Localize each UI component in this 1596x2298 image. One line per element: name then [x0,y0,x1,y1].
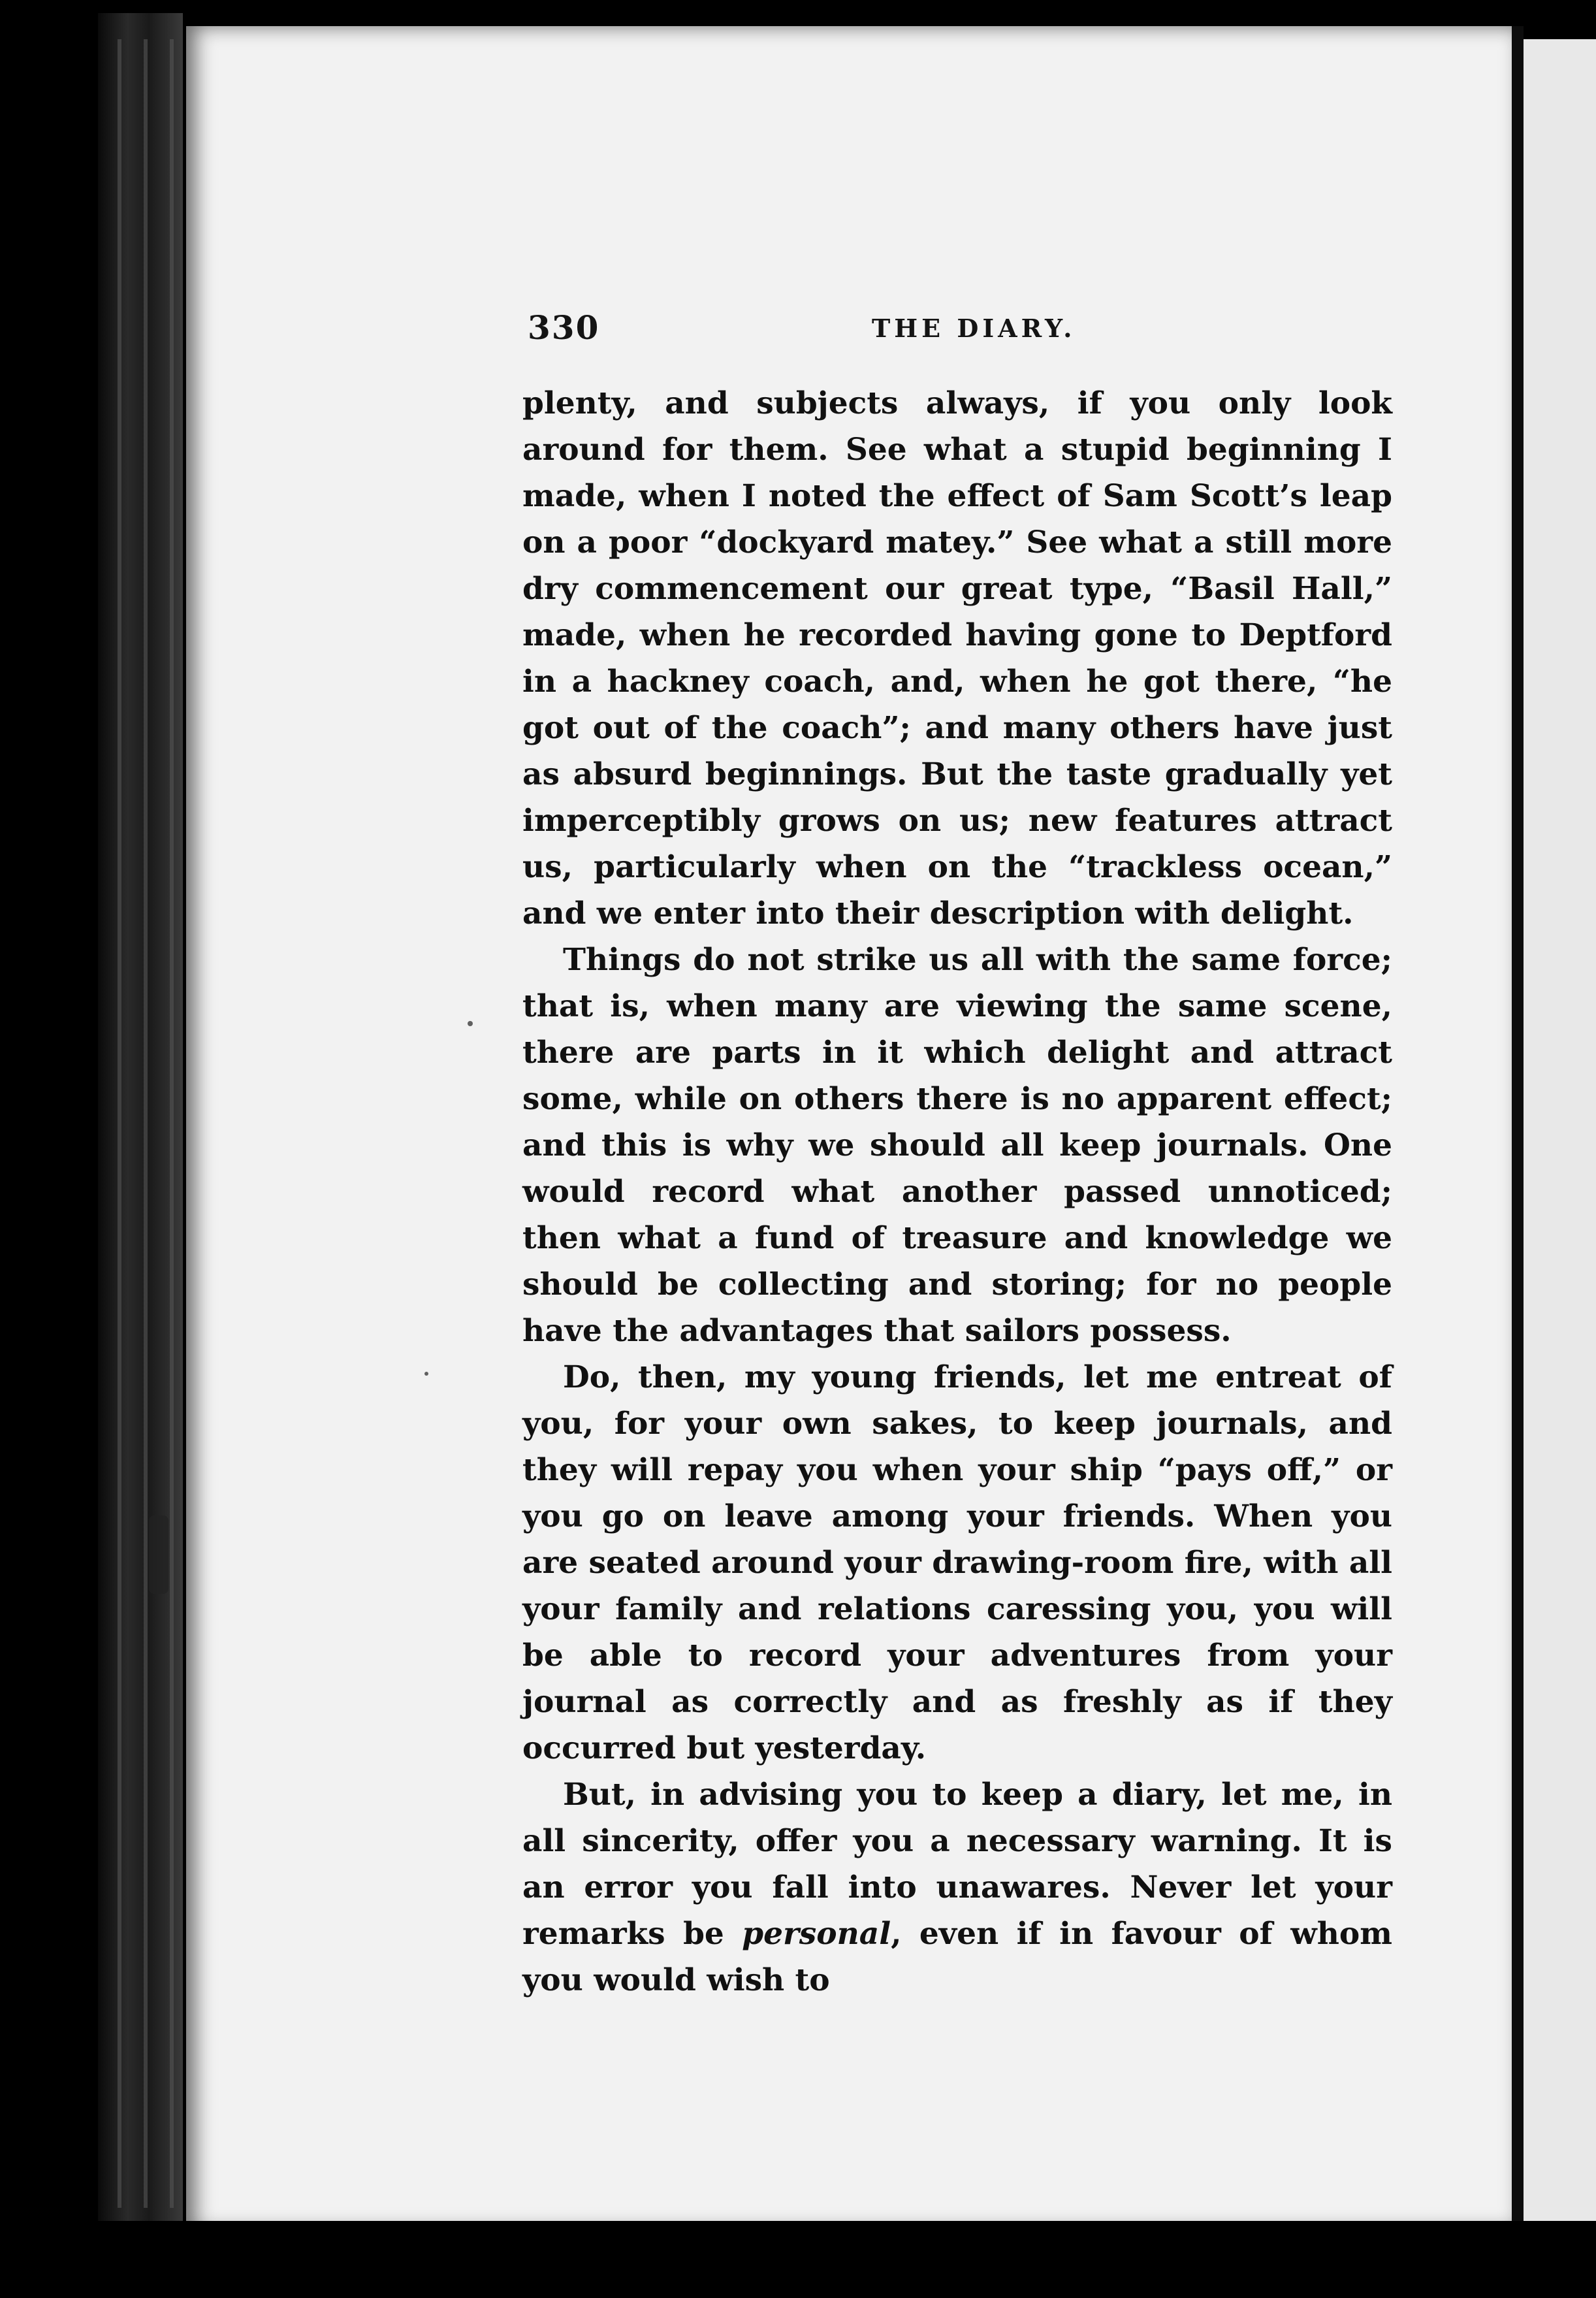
paragraph-4 [522,1772,1392,2003]
ink-speck [424,1372,428,1376]
facing-page-edge [1524,39,1596,2247]
paragraph-2: Things do not strike us all with the same force; that is, when many are viewing the same scene, there are parts in it which delight and attract some, while on others there is no apparent effect; and this is why we should all keep journals. One would record what another passed unnoticed; then what a fund of treasure and knowledge we should be collecting and storing; for no people have the advantages that sailors possess. [522,942,1392,1349]
page-gutter [1512,26,1524,2234]
binding-smudge [149,1515,168,1594]
book-binding-edge [98,13,183,2221]
body-text [522,380,1392,2003]
page-number: 330 [528,308,600,347]
binding-line [170,39,174,2208]
binding-line [118,39,121,2208]
running-title: THE DIARY. [872,314,1076,343]
paragraph-4-italic-word: personal [742,1916,891,1952]
paragraph-1: plenty, and subjects always, if you only look around for them. See what a stupid beginning I made, when I noted the effect of Sam Scott’s leap on a poor “dockyard matey.” See what a still more dry commencement our great type, “Basil Hall,” made, when he recorded having gone to Deptford in a hackney coach, and, when he got there, “he got out of the coach”; and many others have just as absurd beginnings. But the taste gradually yet imperceptibly grows on us; new features attract us, particularly when on the “trackless ocean,” and we enter into their description with delight. [522,385,1392,931]
binding-line [144,39,148,2208]
ink-speck [468,1021,473,1026]
scan-bottom-shadow [186,2221,1596,2298]
paragraph-3: Do, then, my young friends, let me entreat of you, for your own sakes, to keep journals, and they will repay you when your ship “pays off,” or you go on leave among your friends. When you are seated around your drawing-room fire, with all your family and relations caressing you, you will be able to record your adventures from your journal as correctly and as freshly as if they occurred but yesterday. [522,1359,1392,1766]
paragraph-4-text-start: But, in advising you to keep a diary, let me, in all sincerity, offer you a necessary warning. It is an error you fall into unawares. Never let your remarks be [522,1777,1392,1952]
paragraph-4-text-end: , even if in favour of whom you would wish to [522,1916,1392,1998]
